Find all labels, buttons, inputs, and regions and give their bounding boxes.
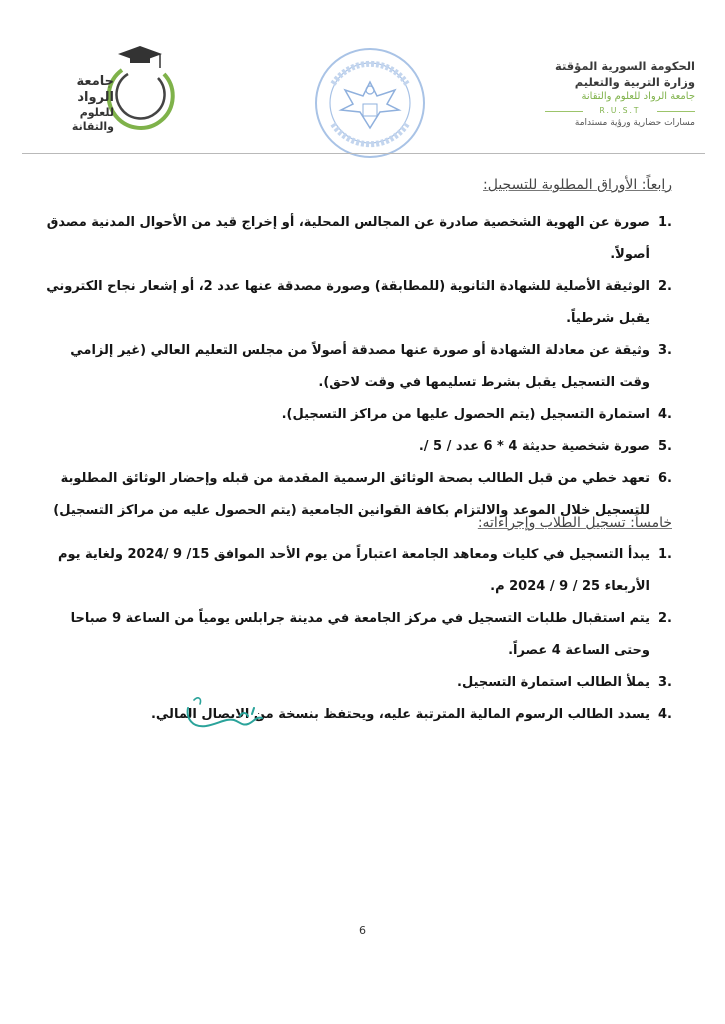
item-number: .3 bbox=[658, 343, 672, 358]
logo-text bbox=[52, 74, 114, 134]
list-item bbox=[40, 699, 672, 731]
item-number: .1 bbox=[658, 547, 672, 562]
page-number: 6 bbox=[359, 924, 366, 937]
item-number: .5 bbox=[658, 439, 672, 454]
government-name: الحكومة السورية المؤقتة bbox=[554, 59, 695, 73]
item-text: يتم استقبال طلبات التسجيل في مركز الجامعة في مدينة جرابلس يومياً من الساعة 9 صباحا وحتى الساعة 4 عصراً. bbox=[70, 611, 650, 658]
item-number: .2 bbox=[658, 279, 672, 294]
letterhead bbox=[0, 0, 725, 160]
logo-line-2: للعلوم والتقانة bbox=[71, 106, 114, 133]
item-number: .1 bbox=[658, 215, 672, 230]
list-item bbox=[40, 271, 672, 335]
letterhead-text bbox=[505, 58, 695, 130]
university-motto: مسارات حضارية ورؤية مستدامة bbox=[574, 118, 695, 128]
item-text: يملأ الطالب استمارة التسجيل. bbox=[457, 675, 650, 690]
section-title: خامساً: تسجيل الطلاب وإجراءاته: bbox=[477, 515, 672, 531]
list-item bbox=[40, 539, 672, 603]
list-item bbox=[40, 399, 672, 431]
list-item bbox=[40, 335, 672, 399]
section-title: رابعاً: الأوراق المطلوبة للتسجيل: bbox=[483, 177, 672, 193]
item-number: .6 bbox=[658, 471, 672, 486]
university-logo bbox=[52, 40, 182, 133]
item-number: .3 bbox=[658, 675, 672, 690]
eagle-seal-icon bbox=[305, 44, 435, 162]
section-student-registration bbox=[40, 513, 672, 731]
list-item bbox=[40, 207, 672, 271]
item-text: يسدد الطالب الرسوم المالية المترتبة عليه، ويحتفظ بنسخة من الايصال المالي. bbox=[150, 707, 650, 722]
ministry-name: وزارة التربية والتعليم bbox=[574, 75, 695, 89]
item-text: وثيقة عن معادلة الشهادة أو صورة عنها مصدقة أصولاً من مجلس التعليم العالي (غير إلزامي وقت التسجيل يقبل بشرط تسليمها في وقت لاحق). bbox=[70, 343, 650, 390]
university-name: جامعة الرواد للعلوم والتقانة bbox=[581, 91, 695, 102]
item-text: صورة عن الهوية الشخصية صادرة عن المجالس المحلية، أو إخراج قيد من الأحوال المدنية مصدق أصولاً. bbox=[46, 215, 650, 262]
documents-list bbox=[40, 207, 672, 527]
list-item bbox=[40, 603, 672, 667]
registration-list bbox=[40, 539, 672, 731]
signature bbox=[182, 688, 272, 732]
item-text: استمارة التسجيل (يتم الحصول عليها من مراكز التسجيل). bbox=[281, 407, 650, 422]
item-text: الوثيقة الأصلية للشهادة الثانوية (للمطابقة) وصورة مصدقة عنها عدد 2، أو إشعار نجاح الكتروني يقبل شرطياً. bbox=[46, 279, 650, 326]
list-item bbox=[40, 667, 672, 699]
item-text: صورة شخصية حديثة 4 * 6 عدد / 5 /. bbox=[418, 439, 650, 454]
logo-line-1: جامعة الرواد bbox=[76, 74, 114, 105]
rust-abbrev: R.U.S.T bbox=[545, 106, 695, 115]
official-seal bbox=[305, 44, 435, 162]
item-number: .4 bbox=[658, 407, 672, 422]
item-text: يبدأ التسجيل في كليات ومعاهد الجامعة اعتباراً من يوم الأحد الموافق 15/ 9 /2024 ولغاية يوم الأربعاء 25 / 9 / 2024 م. bbox=[57, 547, 650, 594]
header-divider bbox=[22, 153, 705, 154]
list-item bbox=[40, 431, 672, 463]
item-text: تعهد خطي من قبل الطالب بصحة الوثائق الرسمية المقدمة من قبله وإحضار الوثائق المطلوبة للتسجيل خلال الموعد والالتزام بكافة القوانين الجامعية (يتم الحصول عليه من مراكز التسجيل) bbox=[53, 471, 650, 518]
item-number: .2 bbox=[658, 611, 672, 626]
section-required-documents bbox=[40, 175, 672, 527]
item-number: .4 bbox=[658, 707, 672, 722]
